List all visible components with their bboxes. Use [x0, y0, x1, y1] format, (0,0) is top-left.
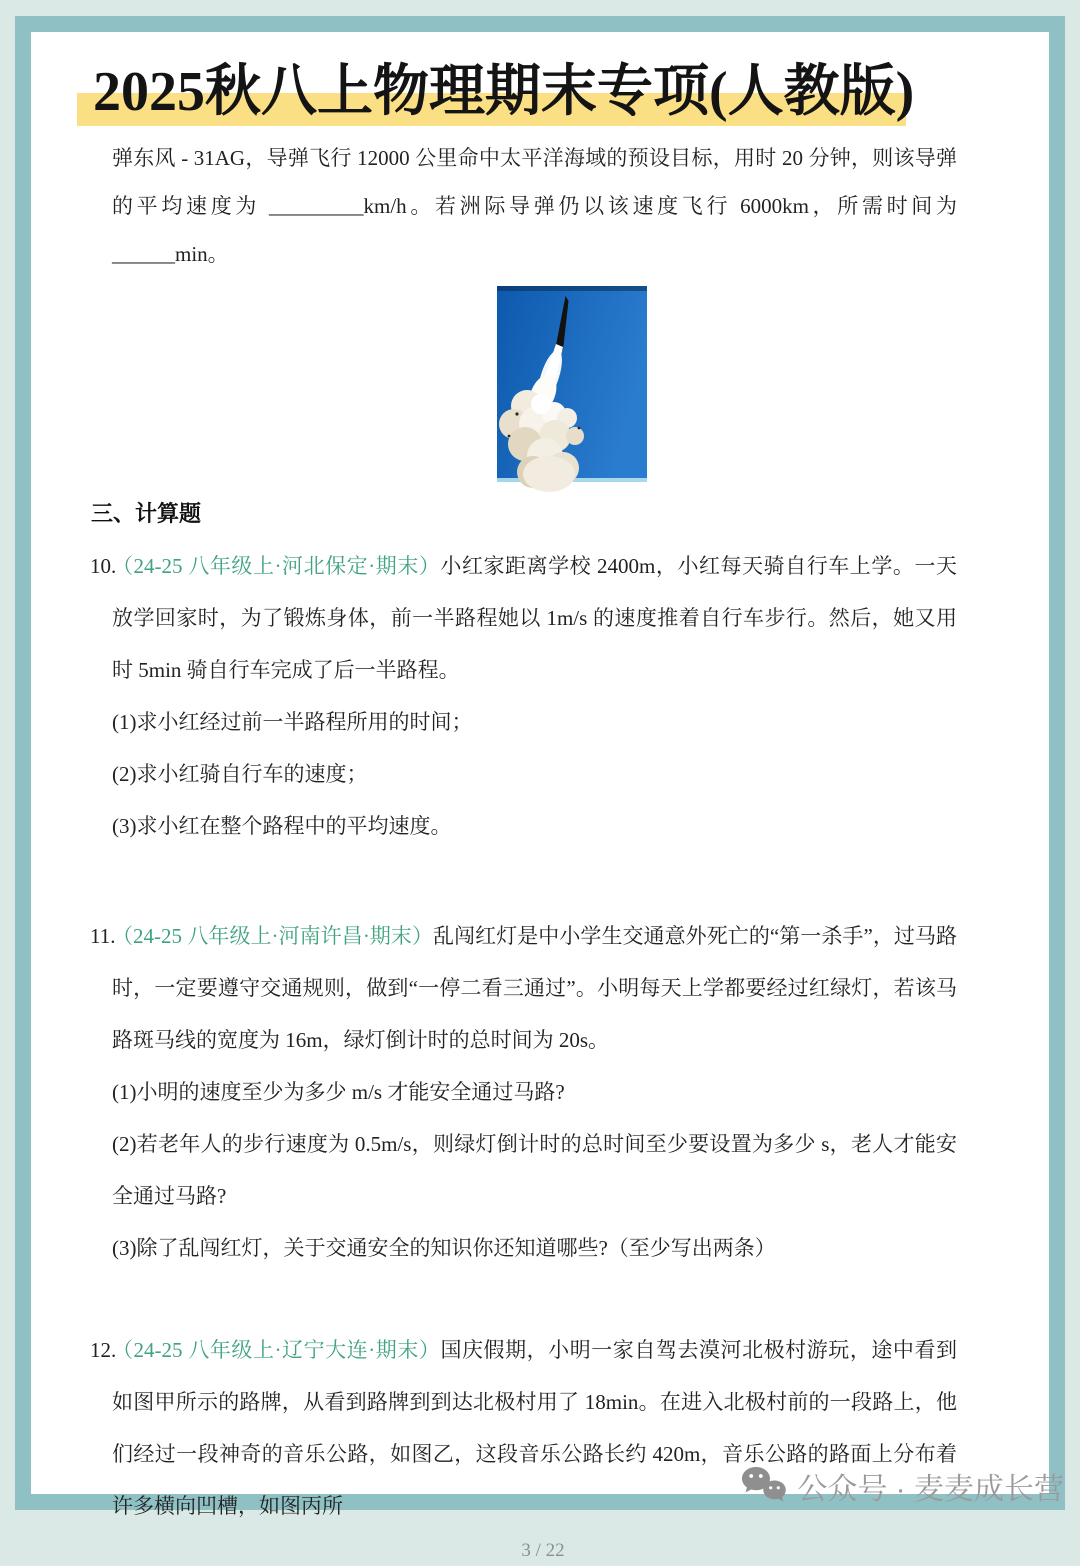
sub-question: (1)求小红经过前一半路程所用的时间； — [112, 710, 473, 734]
page-border-frame — [15, 16, 1065, 1561]
sub-question: (3)求小红在整个路程中的平均速度。 — [112, 814, 452, 838]
problem-source-tag: （24-25 八年级上·河北保定·期末） — [112, 554, 441, 578]
problem-source-tag: （24-25 八年级上·辽宁大连·期末） — [112, 1338, 441, 1362]
page-number: 3 / 22 — [521, 1540, 565, 1561]
problem-10 — [90, 540, 957, 852]
missile-photo-graphic — [497, 286, 647, 482]
section-heading: 三、计算题 — [91, 501, 202, 526]
problem-text: 国庆假期，小明一家自驾去漠河北极村游玩，途中看到如图甲所示的路牌，从看到路牌到到达北极村用了 18min。在进入北极村前的一段路上，他们经过一段神奇的音乐公路，如图乙，这段音乐公路长约 420m，音乐公路的路面上分布着许多横向凹槽，如图丙所 — [112, 1338, 958, 1518]
sub-question: (3)除了乱闯红灯，关于交通安全的知识你还知道哪些?（至少写出两条） — [112, 1236, 776, 1260]
page-title-text: 2025秋八上物理期末专项(人教版) — [93, 61, 915, 123]
problem-number: 10. — [90, 554, 117, 578]
watermark-text: 公众号 · 麦麦成长营 — [797, 1473, 1064, 1506]
wechat-icon — [741, 1466, 787, 1506]
problem-number: 11. — [90, 924, 116, 948]
watermark — [741, 1464, 1064, 1508]
problem-text: 乱闯红灯是中小学生交通意外死亡的“第一杀手”，过马路时，一定要遵守交通规则，做到“一停二看三通过”。小明每天上学都要经过红绿灯，若该马路斑马线的宽度为 16m，绿灯倒计时的总时间为 20s。 — [112, 924, 957, 1052]
sub-question: (1)小明的速度至少为多少 m/s 才能安全通过马路? — [112, 1080, 565, 1104]
problem-number: 12. — [90, 1338, 117, 1362]
problem-text: 小红家距离学校 2400m，小红每天骑自行车上学。一天放学回家时，为了锻炼身体，前一半路程她以 1m/s 的速度推着自行车步行。然后，她又用时 5min 骑自行车完成了后一半路程。 — [112, 554, 957, 682]
page-title — [93, 56, 914, 128]
page-content — [31, 32, 1049, 1566]
problem-source-tag: （24-25 八年级上·河南许昌·期末） — [112, 924, 434, 948]
sub-question: (2)求小红骑自行车的速度； — [112, 762, 368, 786]
sub-question: (2)若老年人的步行速度为 0.5m/s，则绿灯倒计时的总时间至少要设置为多少 s，老人才能安全通过马路? — [112, 1132, 957, 1208]
intro-paragraph: 弹东风 - 31AG，导弹飞行 12000 公里命中太平洋海域的预设目标，用时 20 分钟，则该导弹的平均速度为 _________km/h。若洲际导弹仍以该速度飞行 6000km，所需时间为 ______min。 — [112, 146, 957, 266]
problem-11 — [90, 910, 957, 1274]
missile-photo — [497, 286, 647, 482]
problem-stem — [112, 540, 957, 696]
problem-stem — [112, 910, 957, 1066]
